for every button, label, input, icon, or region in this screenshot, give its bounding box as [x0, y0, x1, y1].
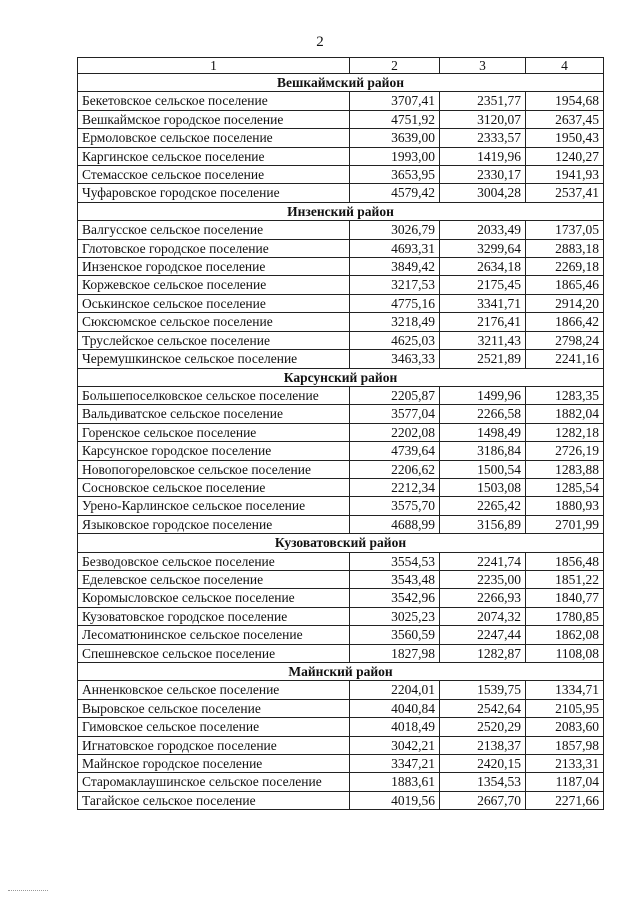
value-col-2: 2204,01: [350, 681, 440, 699]
settlement-name: Оськинское сельское поселение: [78, 294, 350, 312]
table-row: [78, 736, 604, 754]
value-col-2: 1827,98: [350, 644, 440, 662]
value-col-3: 1503,08: [440, 478, 526, 496]
value-col-2: 1993,00: [350, 147, 440, 165]
value-col-2: 3026,79: [350, 221, 440, 239]
value-col-4: 2105,95: [526, 699, 604, 717]
value-col-2: 4775,16: [350, 294, 440, 312]
value-col-2: 3849,42: [350, 258, 440, 276]
value-col-2: 3347,21: [350, 755, 440, 773]
table-row: [78, 552, 604, 570]
table-row: [78, 626, 604, 644]
table-row: [78, 773, 604, 791]
value-col-3: 1354,53: [440, 773, 526, 791]
value-col-4: 1880,93: [526, 497, 604, 515]
value-col-4: 1240,27: [526, 147, 604, 165]
settlement-name: Выровское сельское поселение: [78, 699, 350, 717]
value-col-2: 2206,62: [350, 460, 440, 478]
value-col-2: 3042,21: [350, 736, 440, 754]
value-col-4: 2637,45: [526, 110, 604, 128]
value-col-3: 2247,44: [440, 626, 526, 644]
district-heading: Майнский район: [78, 663, 604, 681]
table-row: [78, 294, 604, 312]
settlement-name: Еделевское сельское поселение: [78, 570, 350, 588]
footer-mark: [8, 890, 48, 892]
settlement-name: Большепоселковское сельское поселение: [78, 386, 350, 404]
value-col-4: 1865,46: [526, 276, 604, 294]
table-row: [78, 423, 604, 441]
table-row: [78, 589, 604, 607]
value-col-2: 3653,95: [350, 166, 440, 184]
table-row: [78, 570, 604, 588]
value-col-2: 1883,61: [350, 773, 440, 791]
value-col-4: 2133,31: [526, 755, 604, 773]
settlement-name: Безводовское сельское поселение: [78, 552, 350, 570]
settlement-name: Урено-Карлинское сельское поселение: [78, 497, 350, 515]
value-col-4: 1334,71: [526, 681, 604, 699]
value-col-4: 1857,98: [526, 736, 604, 754]
value-col-2: 4040,84: [350, 699, 440, 717]
value-col-3: 3004,28: [440, 184, 526, 202]
settlement-name: Лесоматюнинское сельское поселение: [78, 626, 350, 644]
settlement-name: Анненковское сельское поселение: [78, 681, 350, 699]
table-row: [78, 110, 604, 128]
value-col-3: 2033,49: [440, 221, 526, 239]
value-col-4: 1950,43: [526, 129, 604, 147]
value-col-2: 3639,00: [350, 129, 440, 147]
settlement-name: Кузоватовское городское поселение: [78, 607, 350, 625]
page-number: 2: [316, 34, 324, 50]
value-col-2: 3560,59: [350, 626, 440, 644]
table-row: [78, 478, 604, 496]
table-row: [78, 386, 604, 404]
value-col-4: 1283,88: [526, 460, 604, 478]
value-col-4: 2726,19: [526, 442, 604, 460]
value-col-4: 2798,24: [526, 331, 604, 349]
value-col-2: 3025,23: [350, 607, 440, 625]
value-col-2: 3463,33: [350, 350, 440, 368]
value-col-4: 2241,16: [526, 350, 604, 368]
table-row: [78, 681, 604, 699]
value-col-3: 3211,43: [440, 331, 526, 349]
value-col-3: 2235,00: [440, 570, 526, 588]
settlement-name: Каргинское сельское поселение: [78, 147, 350, 165]
settlement-name: Вешкаймское городское поселение: [78, 110, 350, 128]
value-col-4: 1856,48: [526, 552, 604, 570]
settlement-name: Старомаклаушинское сельское поселение: [78, 773, 350, 791]
settlement-name: Глотовское городское поселение: [78, 239, 350, 257]
settlement-name: Игнатовское городское поселение: [78, 736, 350, 754]
data-table: [77, 57, 604, 810]
column-header-3: 3: [440, 58, 526, 74]
value-col-3: 2542,64: [440, 699, 526, 717]
value-col-3: 2521,89: [440, 350, 526, 368]
value-col-4: 1737,05: [526, 221, 604, 239]
settlement-name: Майнское городское поселение: [78, 755, 350, 773]
settlement-name: Горенское сельское поселение: [78, 423, 350, 441]
table-row: [78, 699, 604, 717]
value-col-4: 1187,04: [526, 773, 604, 791]
value-col-4: 1941,93: [526, 166, 604, 184]
table-row: [78, 239, 604, 257]
value-col-2: 4693,31: [350, 239, 440, 257]
value-col-4: 2883,18: [526, 239, 604, 257]
value-col-4: 2083,60: [526, 718, 604, 736]
settlement-name: Чуфаровское городское поселение: [78, 184, 350, 202]
settlement-name: Стемасское сельское поселение: [78, 166, 350, 184]
district-heading-row: [78, 202, 604, 220]
value-col-3: 3299,64: [440, 239, 526, 257]
value-col-3: 3186,84: [440, 442, 526, 460]
district-heading: Кузоватовский район: [78, 534, 604, 552]
value-col-3: 2241,74: [440, 552, 526, 570]
table-row: [78, 129, 604, 147]
value-col-2: 4688,99: [350, 515, 440, 533]
settlement-name: Карсунское городское поселение: [78, 442, 350, 460]
settlement-name: Новопогореловское сельское поселение: [78, 460, 350, 478]
value-col-4: 2537,41: [526, 184, 604, 202]
header-row: [78, 58, 604, 74]
table-row: [78, 497, 604, 515]
district-heading-row: [78, 368, 604, 386]
value-col-4: 1954,68: [526, 92, 604, 110]
settlement-name: Труслейское сельское поселение: [78, 331, 350, 349]
table-body: [78, 58, 604, 810]
table-row: [78, 350, 604, 368]
value-col-4: 1882,04: [526, 405, 604, 423]
column-header-2: 2: [350, 58, 440, 74]
value-col-2: 3554,53: [350, 552, 440, 570]
value-col-4: 1851,22: [526, 570, 604, 588]
value-col-2: 2205,87: [350, 386, 440, 404]
value-col-2: 4751,92: [350, 110, 440, 128]
table-row: [78, 313, 604, 331]
value-col-2: 4019,56: [350, 791, 440, 809]
value-col-2: 4739,64: [350, 442, 440, 460]
value-col-3: 1500,54: [440, 460, 526, 478]
table-row: [78, 718, 604, 736]
settlement-name: Коржевское сельское поселение: [78, 276, 350, 294]
district-heading-row: [78, 534, 604, 552]
value-col-2: 3543,48: [350, 570, 440, 588]
value-col-2: 3218,49: [350, 313, 440, 331]
value-col-4: 1780,85: [526, 607, 604, 625]
table-row: [78, 166, 604, 184]
value-col-4: 1283,35: [526, 386, 604, 404]
value-col-4: 1862,08: [526, 626, 604, 644]
value-col-4: 2701,99: [526, 515, 604, 533]
district-heading: Карсунский район: [78, 368, 604, 386]
value-col-4: 1282,18: [526, 423, 604, 441]
value-col-2: 3707,41: [350, 92, 440, 110]
table-row: [78, 515, 604, 533]
table-row: [78, 460, 604, 478]
value-col-2: 3575,70: [350, 497, 440, 515]
value-col-3: 2667,70: [440, 791, 526, 809]
value-col-3: 2176,41: [440, 313, 526, 331]
value-col-3: 2074,32: [440, 607, 526, 625]
table-row: [78, 92, 604, 110]
settlement-name: Валгусское сельское поселение: [78, 221, 350, 239]
value-col-2: 2202,08: [350, 423, 440, 441]
district-heading-row: [78, 74, 604, 92]
value-col-3: 2634,18: [440, 258, 526, 276]
value-col-2: 3577,04: [350, 405, 440, 423]
value-col-3: 2266,58: [440, 405, 526, 423]
district-heading: Инзенский район: [78, 202, 604, 220]
value-col-4: 2914,20: [526, 294, 604, 312]
value-col-3: 1419,96: [440, 147, 526, 165]
value-col-4: 2271,66: [526, 791, 604, 809]
table-row: [78, 331, 604, 349]
district-heading: Вешкаймский район: [78, 74, 604, 92]
settlement-name: Сюксюмское сельское поселение: [78, 313, 350, 331]
settlement-name: Вальдиватское сельское поселение: [78, 405, 350, 423]
table-row: [78, 276, 604, 294]
settlement-name: Тагайское сельское поселение: [78, 791, 350, 809]
table-row: [78, 147, 604, 165]
table-row: [78, 258, 604, 276]
value-col-3: 2520,29: [440, 718, 526, 736]
value-col-2: 3217,53: [350, 276, 440, 294]
settlement-name: Сосновское сельское поселение: [78, 478, 350, 496]
value-col-3: 2138,37: [440, 736, 526, 754]
value-col-2: 4625,03: [350, 331, 440, 349]
settlement-name: Бекетовское сельское поселение: [78, 92, 350, 110]
value-col-3: 2333,57: [440, 129, 526, 147]
value-col-3: 3341,71: [440, 294, 526, 312]
value-col-4: 1285,54: [526, 478, 604, 496]
column-header-4: 4: [526, 58, 604, 74]
value-col-3: 2351,77: [440, 92, 526, 110]
value-col-4: 1108,08: [526, 644, 604, 662]
table-row: [78, 644, 604, 662]
value-col-3: 2175,45: [440, 276, 526, 294]
value-col-3: 1498,49: [440, 423, 526, 441]
settlement-name: Языковское городское поселение: [78, 515, 350, 533]
table-row: [78, 184, 604, 202]
table-row: [78, 221, 604, 239]
district-heading-row: [78, 663, 604, 681]
table-row: [78, 405, 604, 423]
value-col-2: 4579,42: [350, 184, 440, 202]
value-col-4: 1840,77: [526, 589, 604, 607]
table-row: [78, 791, 604, 809]
value-col-3: 1539,75: [440, 681, 526, 699]
column-header-1: 1: [78, 58, 350, 74]
value-col-4: 2269,18: [526, 258, 604, 276]
value-col-3: 1499,96: [440, 386, 526, 404]
value-col-3: 2265,42: [440, 497, 526, 515]
settlement-name: Инзенское городское поселение: [78, 258, 350, 276]
value-col-2: 3542,96: [350, 589, 440, 607]
table-row: [78, 607, 604, 625]
value-col-3: 2330,17: [440, 166, 526, 184]
settlement-name: Коромысловское сельское поселение: [78, 589, 350, 607]
value-col-2: 2212,34: [350, 478, 440, 496]
value-col-2: 4018,49: [350, 718, 440, 736]
value-col-3: 3156,89: [440, 515, 526, 533]
value-col-3: 2266,93: [440, 589, 526, 607]
value-col-3: 3120,07: [440, 110, 526, 128]
table-row: [78, 755, 604, 773]
settlement-name: Спешневское сельское поселение: [78, 644, 350, 662]
value-col-4: 1866,42: [526, 313, 604, 331]
value-col-3: 2420,15: [440, 755, 526, 773]
settlement-name: Ермоловское сельское поселение: [78, 129, 350, 147]
settlement-name: Черемушкинское сельское поселение: [78, 350, 350, 368]
table-row: [78, 442, 604, 460]
value-col-3: 1282,87: [440, 644, 526, 662]
settlement-name: Гимовское сельское поселение: [78, 718, 350, 736]
